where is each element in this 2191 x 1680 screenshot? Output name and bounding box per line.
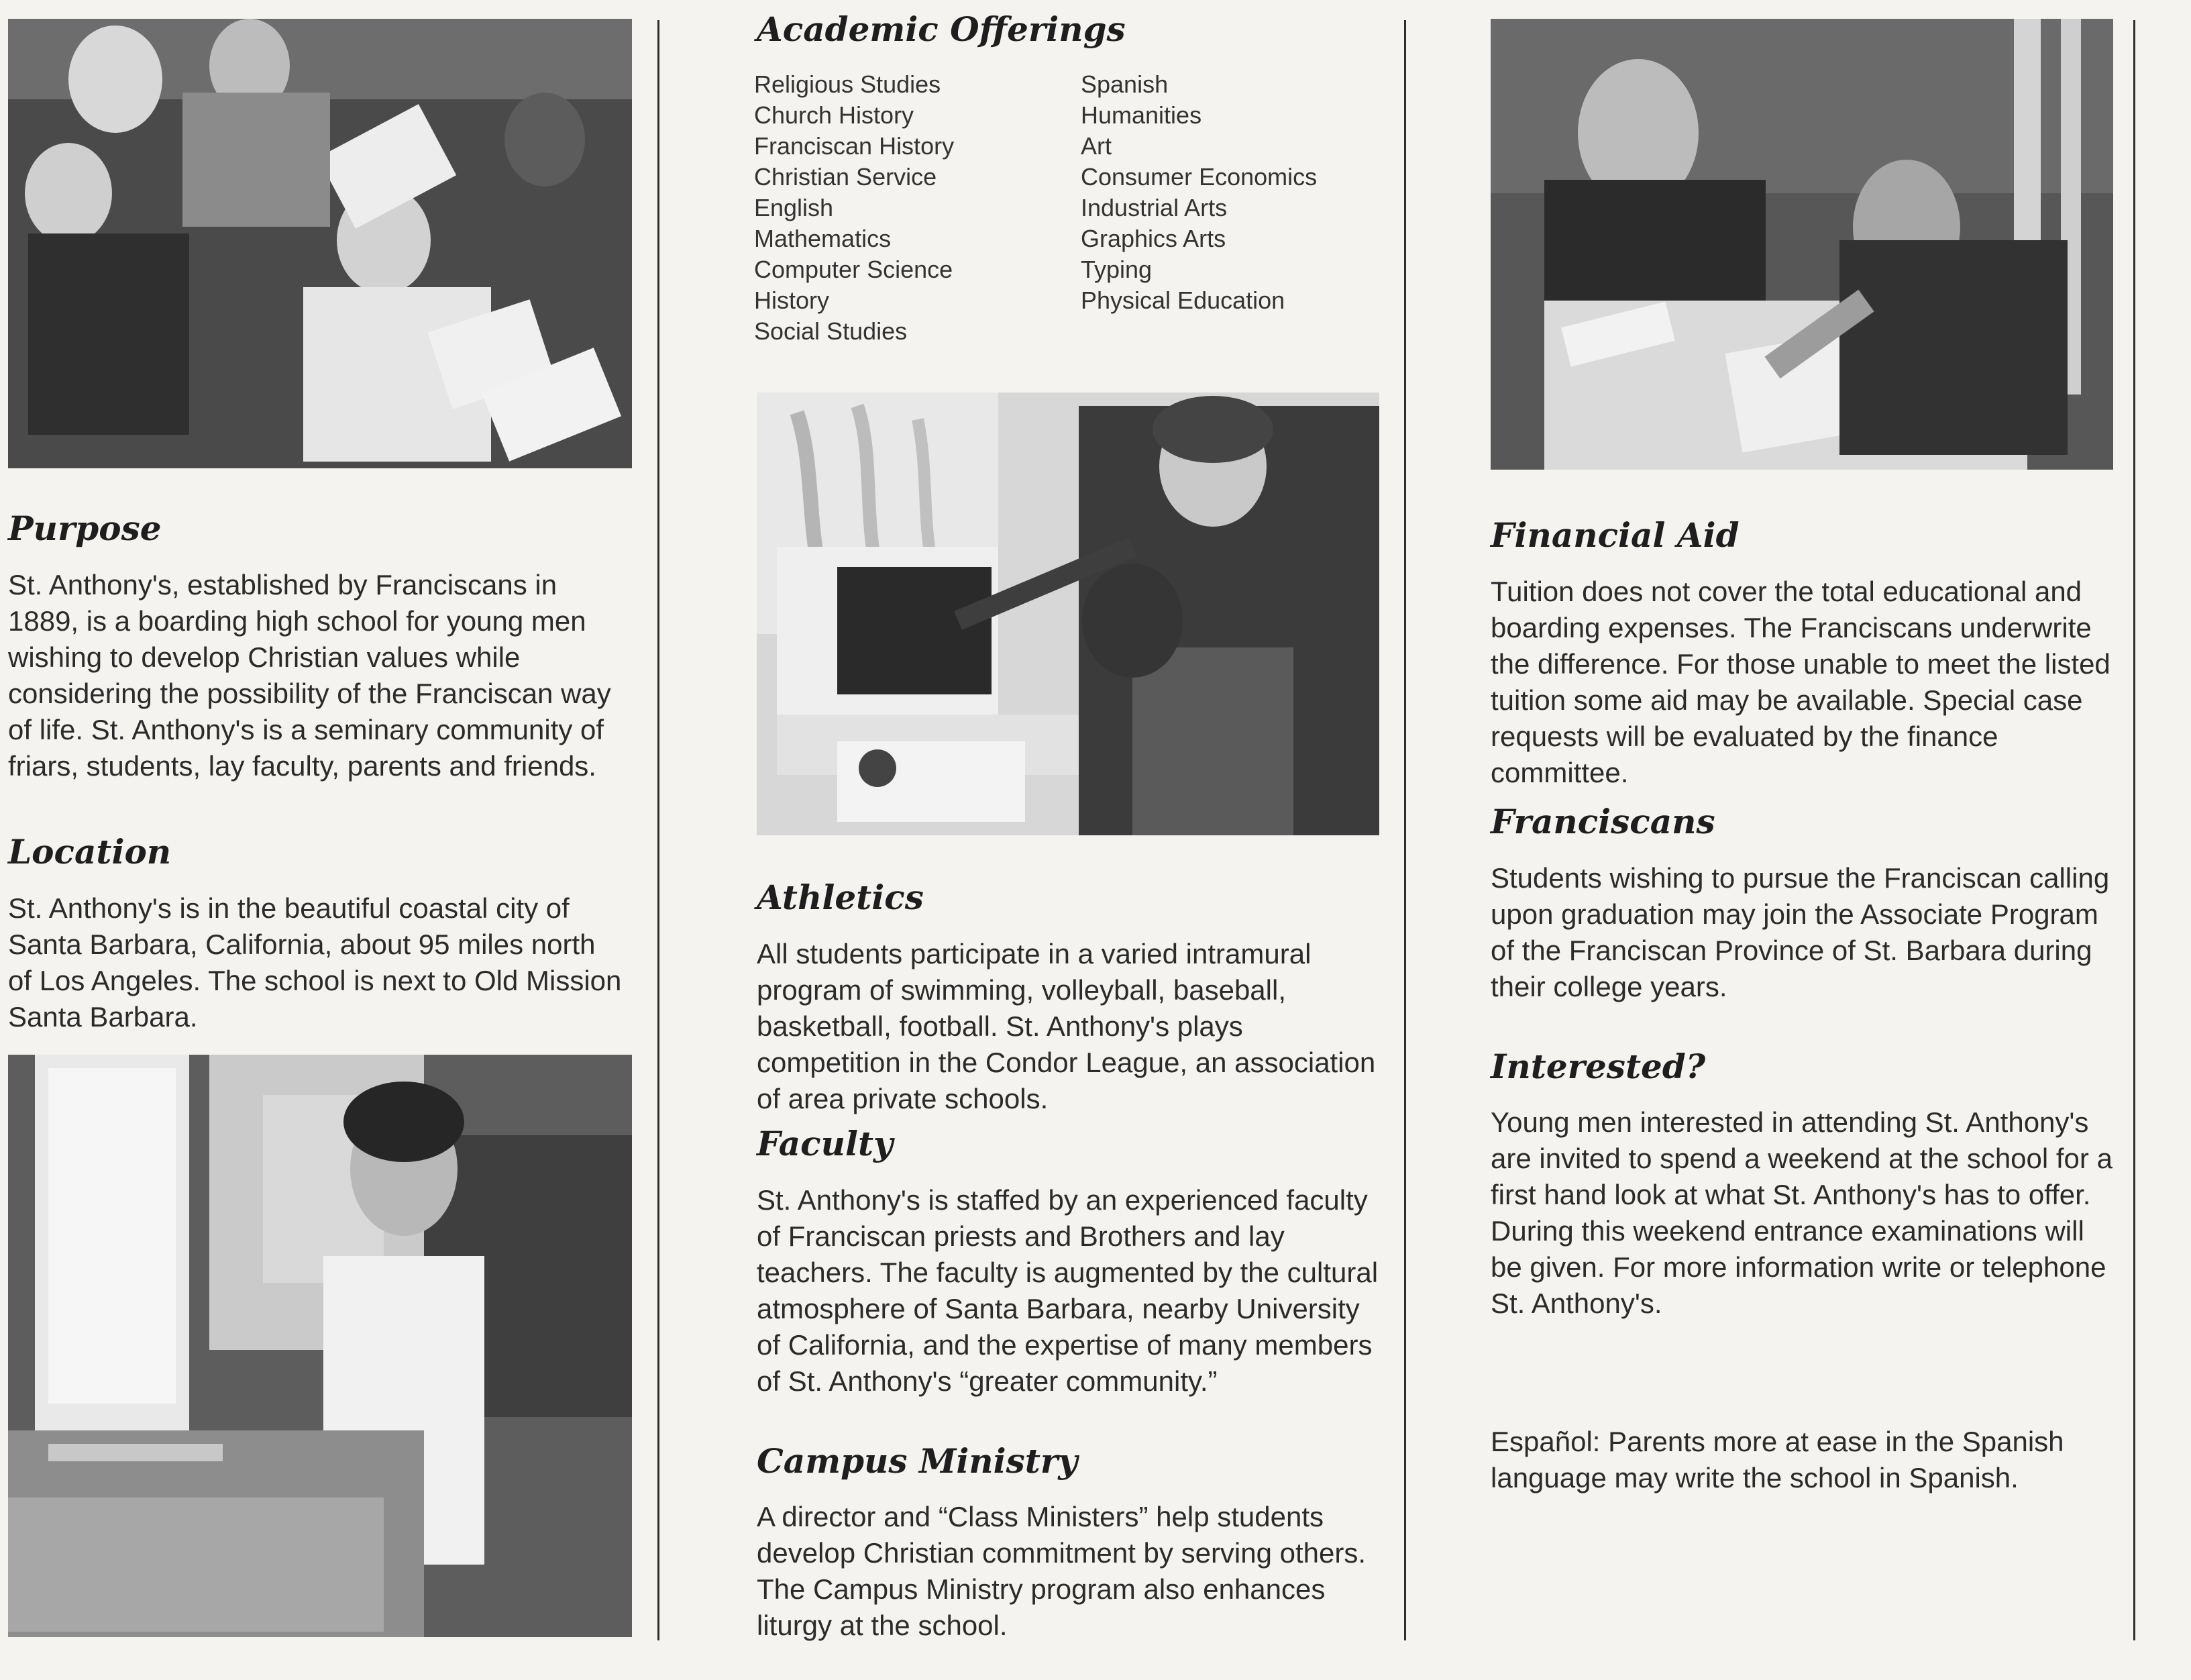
location-heading: Location xyxy=(8,832,172,872)
student-at-sink-photo xyxy=(8,1055,632,1637)
offering-item: Graphics Arts xyxy=(1081,225,1226,252)
offering-item: Physical Education xyxy=(1081,286,1285,314)
column-1 xyxy=(8,0,632,1680)
purpose-heading: Purpose xyxy=(8,509,162,548)
offering-item: Mathematics xyxy=(754,225,892,252)
purpose-text: St. Anthony's, established by Franciscans in 1889, is a boarding high school for young men wishing to develop Christian values while considering the possibility of the Franciscan way of life. St. Anthony's is a seminary community of friars, students, lay faculty, parents and friends. xyxy=(8,569,611,782)
financial-aid-text: Tuition does not cover the total educational and boarding expenses. The Franciscans underwrite the difference. For those unable to meet the listed tuition some aid may be available. Special case requests will be evaluated by the finance committee. xyxy=(1491,576,2110,788)
offering-item: History xyxy=(754,286,830,314)
location-text: St. Anthony's is in the beautiful coastal city of Santa Barbara, California, about 95 miles north of Los Angeles. The school is next to Old Mission Santa Barbara. xyxy=(8,892,622,1033)
column-3 xyxy=(1488,0,2119,1680)
athletics-text: All students participate in a varied intramural program of swimming, volleyball, baseball, basketball, football. St. Anthony's plays competition in the Condor League, an association of area private schools. xyxy=(757,938,1376,1114)
column-divider-left xyxy=(657,20,659,1640)
offering-item: Franciscan History xyxy=(754,132,955,160)
academic-offerings-list-right xyxy=(1081,69,1383,316)
offering-item: Church History xyxy=(754,101,914,129)
faculty-heading: Faculty xyxy=(757,1124,894,1163)
espanol-text: Español: Parents more at ease in the Spanish language may write the school in Spanish. xyxy=(1491,1426,2064,1493)
column-divider-edge xyxy=(2133,20,2135,1640)
interested-text: Young men interested in attending St. Anthony's are invited to spend a weekend at the school for a first hand look at what St. Anthony's has to offer. During this weekend entrance examinations will be given. For more information write or telephone St. Anthony's. xyxy=(1491,1106,2113,1319)
offering-item: Typing xyxy=(1081,256,1153,283)
academic-offerings-heading: Academic Offerings xyxy=(757,9,1126,49)
offering-item: Computer Science xyxy=(754,256,953,283)
column-2 xyxy=(754,0,1385,1680)
students-reading-photo xyxy=(8,19,632,468)
offering-item: Industrial Arts xyxy=(1081,194,1228,221)
financial-aid-heading: Financial Aid xyxy=(1491,515,1740,555)
academic-offerings-list-left xyxy=(754,69,1069,347)
offering-item: Spanish xyxy=(1081,70,1169,98)
offering-item: Social Studies xyxy=(754,317,908,345)
athletics-heading: Athletics xyxy=(757,878,924,917)
offering-item: Consumer Economics xyxy=(1081,163,1318,191)
franciscans-text: Students wishing to pursue the Franciscan calling upon graduation may join the Associate Program of the Franciscan Province of St. Barbara during their college years. xyxy=(1491,862,2110,1002)
offering-item: English xyxy=(754,194,834,221)
tutoring-photo xyxy=(1491,19,2113,470)
offering-item: Religious Studies xyxy=(754,70,941,98)
offering-item: Humanities xyxy=(1081,101,1202,129)
offering-item: Christian Service xyxy=(754,163,937,191)
interested-heading: Interested? xyxy=(1491,1047,1706,1086)
campus-ministry-heading: Campus Ministry xyxy=(757,1441,1078,1481)
faculty-text: St. Anthony's is staffed by an experienced faculty of Franciscan priests and Brothers and lay teachers. The faculty is augmented by the cultural atmosphere of Santa Barbara, nearby University of California, and the expertise of many members of St. Anthony's “greater community.” xyxy=(757,1184,1379,1397)
column-divider-right xyxy=(1404,20,1406,1640)
computer-lab-photo xyxy=(757,392,1379,835)
franciscans-heading: Franciscans xyxy=(1491,802,1715,841)
offering-item: Art xyxy=(1081,132,1112,160)
campus-ministry-text: A director and “Class Ministers” help students develop Christian commitment by serving others. The Campus Ministry program also enhances liturgy at the school. xyxy=(757,1501,1367,1641)
